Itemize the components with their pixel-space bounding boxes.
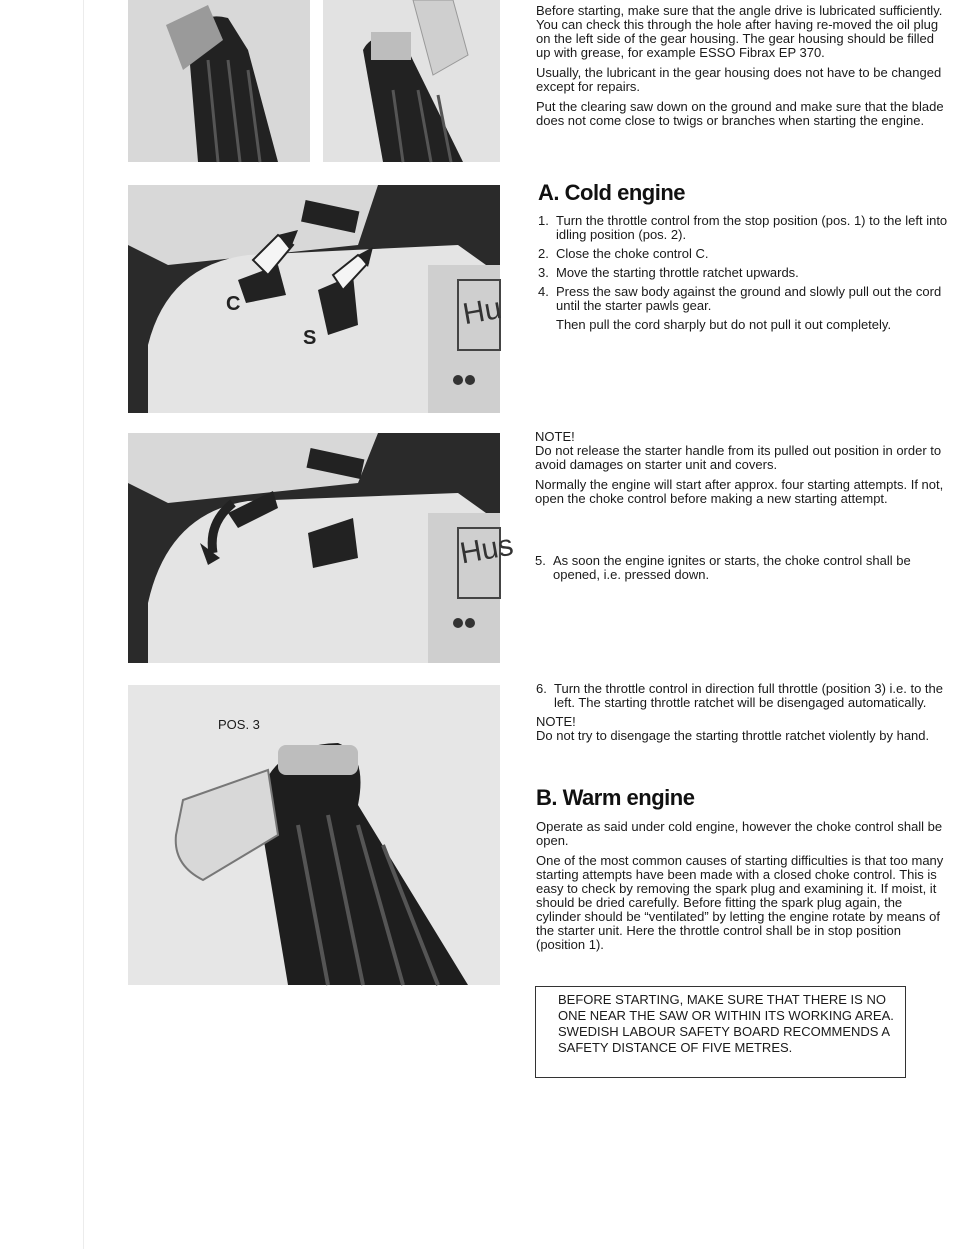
photo-choke-opening: [128, 433, 516, 663]
step-number: 6.: [536, 681, 547, 696]
step-number: 4.: [538, 284, 549, 299]
intro-paragraph: Put the clearing saw down on the ground and make sure that the blade does not come close to twigs or branches when starting the engine.: [536, 99, 944, 128]
list-item: [538, 285, 948, 313]
step5-block: [535, 554, 947, 587]
step-text: Turn the throttle control from the stop position (pos. 1) to the left into idling position (pos. 2).: [556, 213, 948, 242]
pos3-label: POS. 3: [218, 717, 260, 732]
list-item: [535, 554, 947, 582]
page-margin-line: [83, 0, 84, 1249]
step-number: 1.: [538, 213, 549, 228]
step-number: 3.: [538, 265, 549, 280]
step-text: Close the choke control C.: [556, 246, 709, 261]
list-item: [538, 214, 948, 242]
note-title: NOTE!: [536, 714, 576, 729]
step-text: As soon the engine ignites or starts, the choke control shall be opened, i.e. pressed down.: [553, 553, 911, 582]
warm-engine-paragraph: Operate as said under cold engine, however the choke control shall be open.: [536, 819, 943, 848]
step4-continuation: Then pull the cord sharply but do not pull it out completely.: [556, 317, 892, 332]
list-item: [536, 682, 948, 710]
step-number: 2.: [538, 246, 549, 261]
cold-engine-heading: A. Cold engine: [538, 180, 685, 205]
photo-choke-start-controls: [128, 185, 504, 413]
start-label: S: [303, 327, 317, 349]
note-text: Do not release the starter handle from its pulled out position in order to avoid damages on starter unit and covers.: [535, 443, 942, 472]
step6-block: [536, 682, 948, 749]
list-item: [538, 266, 948, 280]
intro-paragraph: Usually, the lubricant in the gear housing does not have to be changed except for repairs.: [536, 65, 942, 94]
list-item: [538, 247, 948, 261]
intro-text: [536, 4, 948, 134]
step-text: Turn the throttle control in direction full throttle (position 3) i.e. to the left. The starting throttle ratchet will be disengaged automatically.: [554, 681, 943, 710]
choke-label: C: [226, 293, 241, 315]
cold-engine-steps: [538, 214, 948, 332]
photo-throttle-handle-top-left: [128, 0, 310, 162]
note-text: Do not try to disengage the starting throttle ratchet violently by hand.: [536, 728, 930, 743]
warm-engine-paragraph: One of the most common causes of starting difficulties is that too many starting attempts have been made with a closed choke control. This is easy to check by removing the spark plug and examining it. If moist, it should be dried carefully. Before fitting the spark plug again, the cylinder should be “ventilated” by letting the engine rotate by means of the starter unit. Here the throttle control shall be in stop position (position 1).: [536, 853, 944, 952]
step-number: 5.: [535, 553, 546, 568]
warm-engine-heading: B. Warm engine: [536, 785, 695, 810]
warm-engine-text: [536, 820, 948, 958]
step-text: Press the saw body against the ground and slowly pull out the cord until the starter pawls gear.: [556, 284, 942, 313]
step-text: Move the starting throttle ratchet upwards.: [556, 265, 799, 280]
intro-paragraph: Before starting, make sure that the angle drive is lubricated sufficiently. You can check this through the hole after having re-moved the oil plug on the left side of the gear housing. The gear housing should be filled up with grease, for example ESSO Fibrax EP 370.: [536, 3, 943, 60]
brand-label: Hu: [460, 291, 504, 332]
brand-label: Hus: [457, 528, 516, 571]
note-followup: Normally the engine will start after approx. four starting attempts. If not, open the choke control before making a new starting attempt.: [535, 477, 944, 506]
safety-warning-box: [535, 986, 906, 1078]
note-title: NOTE!: [535, 429, 575, 444]
note-starter-handle: [535, 430, 947, 512]
photo-throttle-handle-top-middle: [323, 0, 500, 162]
safety-warning-text: BEFORE STARTING, MAKE SURE THAT THERE IS NO ONE NEAR THE SAW OR WITHIN ITS WORKING AREA. SWEDISH LABOUR SAFETY BOARD RECOMMENDS A SAFETY DISTANCE OF FIVE METRES.: [558, 992, 894, 1055]
photo-throttle-pos3: [128, 685, 500, 985]
